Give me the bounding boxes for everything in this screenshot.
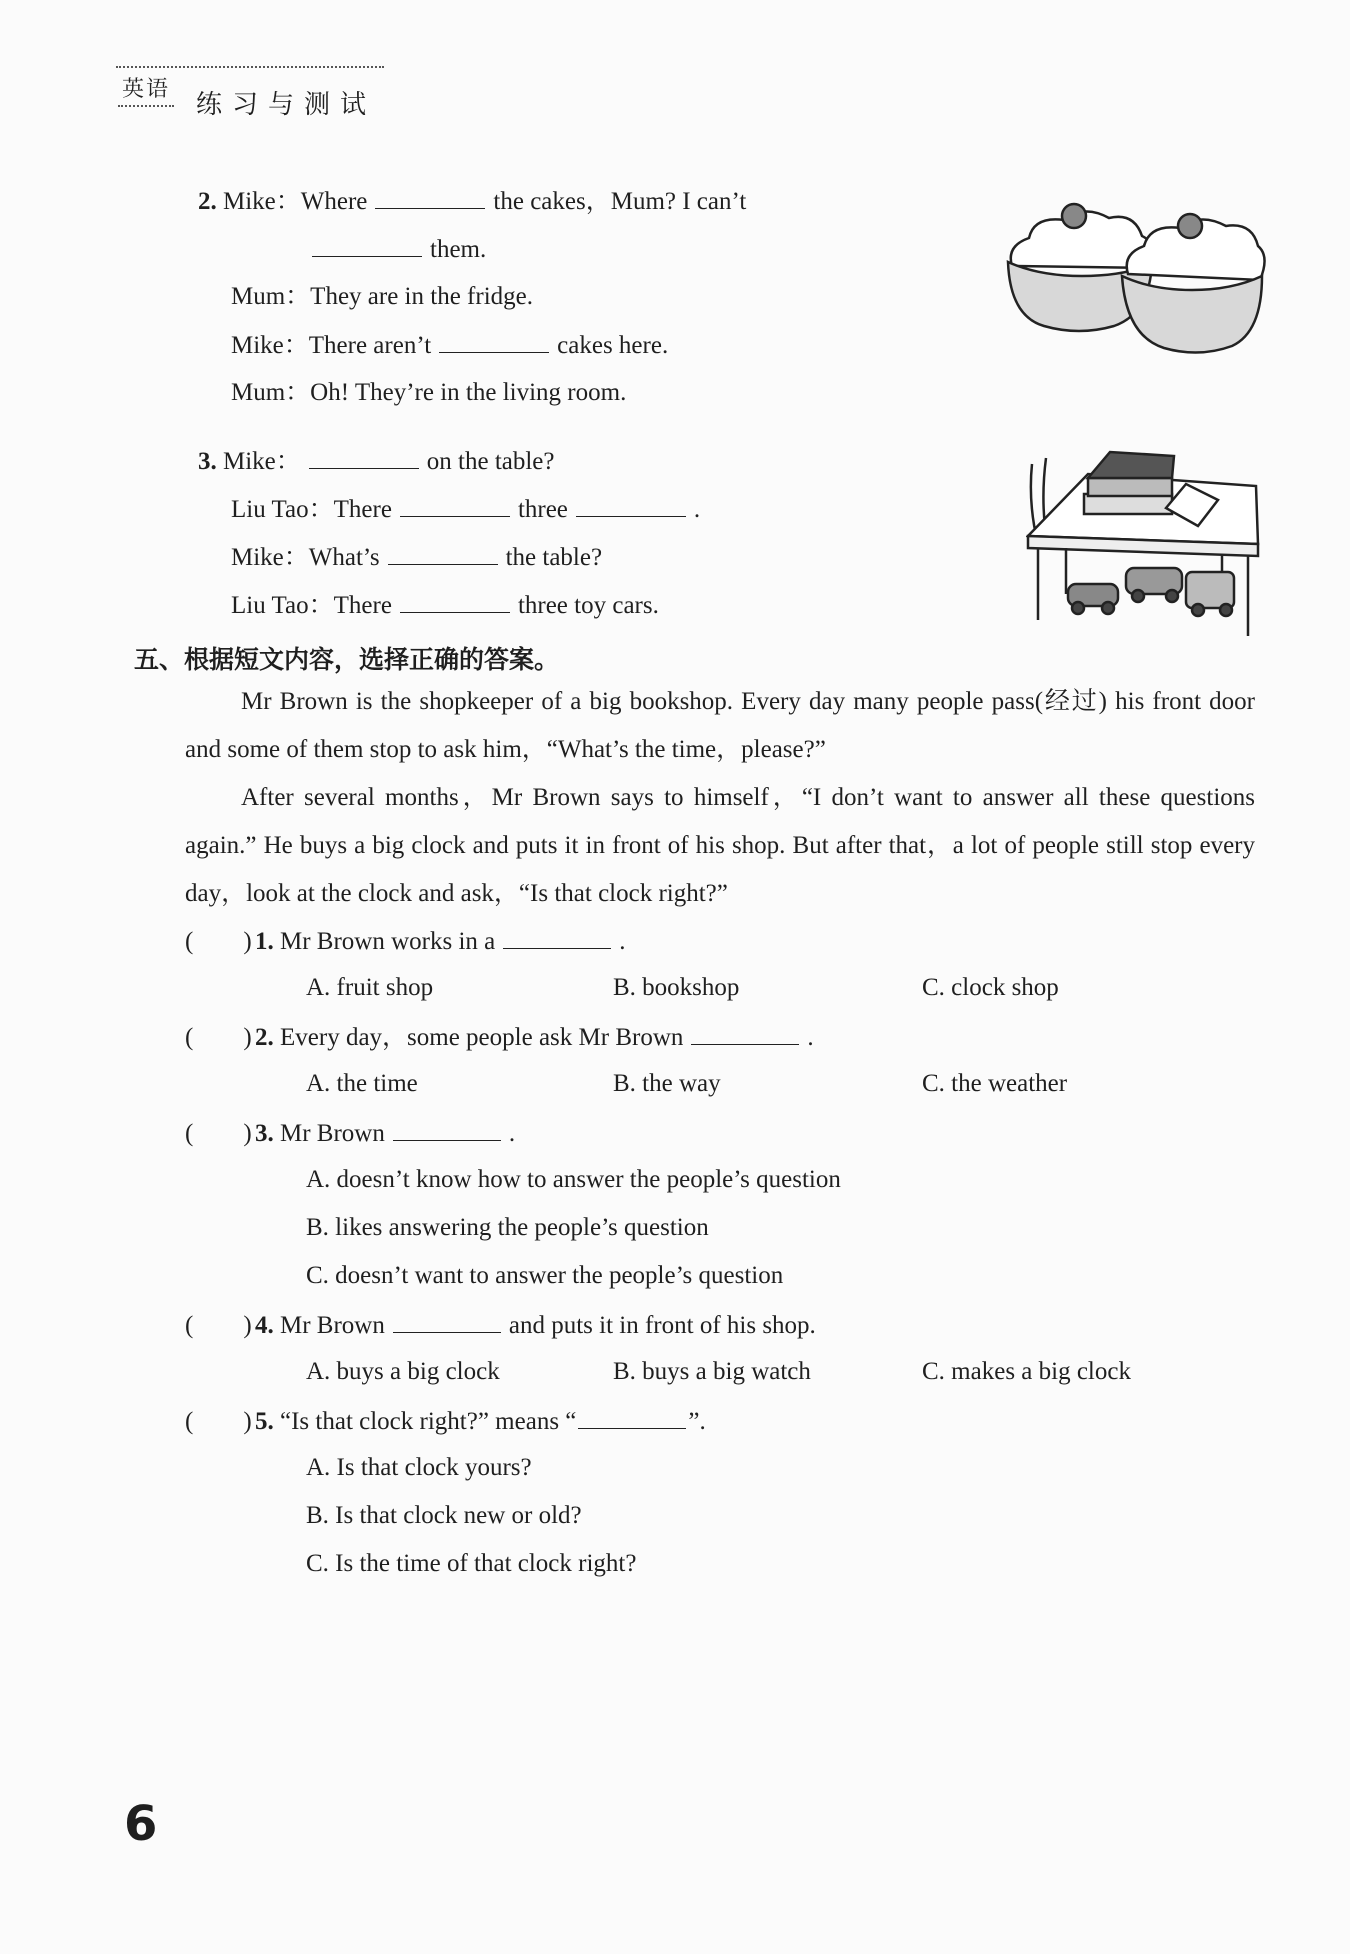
mc-blank-3	[393, 1118, 501, 1141]
answer-paren-3[interactable]: ( )	[185, 1120, 252, 1147]
mc-4-option-b[interactable]: B. buys a big watch	[613, 1358, 811, 1385]
mc-question-2: ( ) 2. Every day，some people ask Mr Brown .	[185, 1024, 814, 1051]
header-subject: 英语	[118, 72, 174, 107]
mc-blank-2	[691, 1022, 799, 1045]
q2-blank-2[interactable]	[312, 234, 422, 257]
mc-question-3: ( ) 3. Mr Brown .	[185, 1120, 516, 1147]
table-with-books-and-cars-illustration	[1026, 444, 1262, 640]
cakes-illustration	[1004, 196, 1268, 366]
mc-question-5: ( ) 5. “Is that clock right?” means “ ”.	[185, 1408, 706, 1435]
q3-line-3: Mike：What’s the table?	[231, 544, 603, 571]
mc-1-option-c[interactable]: C. clock shop	[922, 974, 1059, 1001]
mc-blank-4	[393, 1310, 501, 1333]
q2-line-1: 2. Mike：Where the cakes，Mum? I can’t	[198, 188, 747, 215]
mc-4-option-a[interactable]: A. buys a big clock	[306, 1358, 500, 1385]
passage	[185, 678, 1255, 918]
section-5-title: 五、根据短文内容，选择正确的答案。	[134, 645, 560, 674]
header-dotted-rule	[116, 66, 384, 68]
mc-2-option-c[interactable]: C. the weather	[922, 1070, 1068, 1097]
q2-line-5: Mum：Oh! They’re in the living room.	[231, 379, 627, 406]
answer-paren-2[interactable]: ( )	[185, 1024, 252, 1051]
q3-blank-1[interactable]	[309, 446, 419, 469]
mc-3-option-b[interactable]: B. likes answering the people’s question	[306, 1214, 709, 1241]
mc-1-option-a[interactable]: A. fruit shop	[306, 974, 434, 1001]
mc-3-option-c[interactable]: C. doesn’t want to answer the people’s question	[306, 1262, 784, 1289]
q3-blank-2[interactable]	[400, 494, 510, 517]
q3-line-4: Liu Tao：There three toy cars.	[231, 592, 659, 619]
q2-blank-1[interactable]	[375, 186, 485, 209]
mc-4-option-c[interactable]: C. makes a big clock	[922, 1358, 1131, 1385]
q3-line-2: Liu Tao：There three .	[231, 496, 701, 523]
q2-line-2: them.	[312, 234, 486, 265]
mc-5-option-b[interactable]: B. Is that clock new or old?	[306, 1502, 582, 1529]
q2-line-4: Mike：There aren’t cakes here.	[231, 332, 669, 359]
passage-paragraph-1: Mr Brown is the shopkeeper of a big bookshop. Every day many people pass(经过) his front door and some of them stop to ask him，“What’s the time，please?”	[185, 688, 1255, 763]
mc-blank-1	[503, 926, 611, 949]
passage-paragraph-2: After several months，Mr Brown says to himself，“I don’t want to answer all these questions again.” He buys a big clock and puts it in front of his shop. But after that，a lot of people still stop every day，look at the clock and ask，“Is that clock right?”	[185, 784, 1255, 907]
answer-paren-5[interactable]: ( )	[185, 1408, 252, 1435]
mc-5-option-a[interactable]: A. Is that clock yours?	[306, 1454, 532, 1481]
mc-question-1: ( ) 1. Mr Brown works in a .	[185, 928, 626, 955]
answer-paren-4[interactable]: ( )	[185, 1312, 252, 1339]
mc-blank-5	[578, 1406, 686, 1429]
mc-2-option-a[interactable]: A. the time	[306, 1070, 418, 1097]
q3-blank-5[interactable]	[400, 590, 510, 613]
answer-paren-1[interactable]: ( )	[185, 928, 252, 955]
mc-5-option-c[interactable]: C. Is the time of that clock right?	[306, 1550, 637, 1577]
mc-3-option-a[interactable]: A. doesn’t know how to answer the people’s question	[306, 1166, 841, 1193]
q3-blank-4[interactable]	[388, 542, 498, 565]
q3-line-1: 3. Mike： on the table?	[198, 448, 555, 475]
header-book-title: 练习与测试	[196, 90, 377, 120]
mc-question-4: ( ) 4. Mr Brown and puts it in front of his shop.	[185, 1312, 816, 1339]
mc-2-option-b[interactable]: B. the way	[613, 1070, 721, 1097]
mc-1-option-b[interactable]: B. bookshop	[613, 974, 740, 1001]
q3-blank-3[interactable]	[576, 494, 686, 517]
q2-blank-3[interactable]	[439, 330, 549, 353]
q2-line-3: Mum：They are in the fridge.	[231, 283, 533, 310]
page-number: 6	[124, 1796, 158, 1852]
